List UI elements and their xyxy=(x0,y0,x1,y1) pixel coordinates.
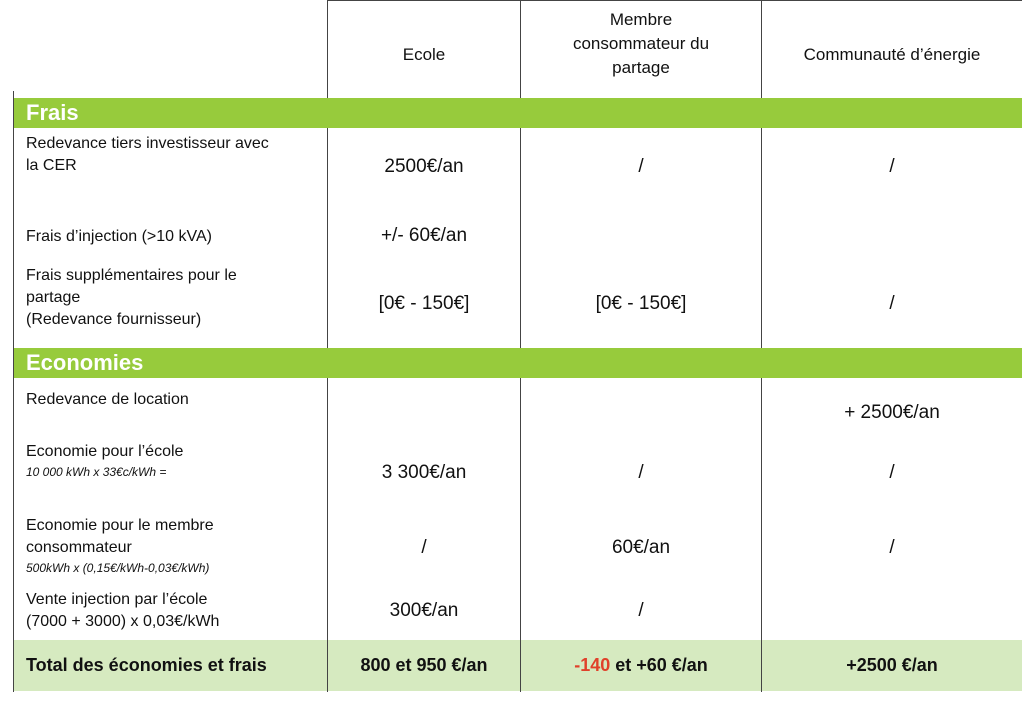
column-divider xyxy=(520,640,521,692)
cell-redevance-tiers-ecole: 2500€/an xyxy=(384,156,464,177)
row-label-frais-injection: Frais d’injection (>10 kVA) xyxy=(26,228,212,245)
row-label-economie-membre xyxy=(26,515,214,577)
total-membre-negative: -140 xyxy=(574,655,611,675)
section-title-economies: Economies xyxy=(26,350,144,375)
cell-vente-injection-ecole: 300€/an xyxy=(389,600,459,621)
row-label-redevance-location: Redevance de location xyxy=(26,391,189,408)
cell-redevance-tiers-communaute: / xyxy=(889,156,895,177)
total-membre-rest: et +60 €/an xyxy=(610,655,708,675)
cell-economie-ecole-communaute: / xyxy=(889,462,895,483)
cell-frais-injection-ecole: +/- 60€/an xyxy=(380,225,468,246)
table-top-border xyxy=(327,0,1022,1)
section-band-economies xyxy=(14,348,1022,378)
row-label-vente-injection xyxy=(26,589,219,633)
total-communaute: +2500 €/an xyxy=(846,655,938,675)
cell-frais-partage-communaute: / xyxy=(889,293,895,314)
formula-note: 500kWh x (0,15€/kWh-0,03€/kWh) xyxy=(26,561,210,575)
row-label-frais-partage xyxy=(26,265,237,331)
column-divider xyxy=(327,640,328,692)
section-title-frais: Frais xyxy=(26,100,79,125)
cell-vente-injection-membre: / xyxy=(638,600,644,621)
label-line: Frais supplémentaires pour le xyxy=(26,267,237,284)
label-line: la CER xyxy=(26,157,77,174)
cell-redevance-tiers-membre: / xyxy=(638,156,644,177)
cell-economie-ecole-ecole: 3 300€/an xyxy=(381,462,467,483)
label-line: Vente injection par l’école xyxy=(26,591,208,608)
cell-frais-partage-ecole: [0€ - 150€] xyxy=(378,293,470,314)
column-header-membre xyxy=(521,8,761,80)
header-line: consommateur du xyxy=(572,34,710,53)
header-line: Membre xyxy=(609,10,673,29)
row-label-redevance-tiers xyxy=(26,133,269,177)
total-membre xyxy=(521,640,761,691)
table-left-border xyxy=(13,91,14,692)
label-line: (7000 + 3000) x 0,03€/kWh xyxy=(26,613,220,630)
cell-redevance-location-communaute: + 2500€/an xyxy=(844,402,940,423)
cell-economie-membre-ecole: / xyxy=(421,537,427,558)
column-header-ecole: Ecole xyxy=(402,45,446,64)
column-divider xyxy=(761,640,762,692)
label-line: Economie pour l’école xyxy=(26,443,184,460)
table-left-border xyxy=(13,640,14,692)
cell-economie-membre-membre: 60€/an xyxy=(611,537,671,558)
row-label-economie-ecole xyxy=(26,441,183,481)
cell-economie-ecole-membre: / xyxy=(638,462,644,483)
column-header-communaute: Communauté d’énergie xyxy=(803,45,981,64)
cell-economie-membre-communaute: / xyxy=(889,537,895,558)
formula-note: 10 000 kWh x 33€c/kWh = xyxy=(26,465,167,479)
total-label: Total des économies et frais xyxy=(26,655,267,675)
total-ecole: 800 et 950 €/an xyxy=(360,655,488,675)
label-line: Economie pour le membre xyxy=(26,517,214,534)
label-line: (Redevance fournisseur) xyxy=(26,311,202,328)
header-line: partage xyxy=(612,58,670,77)
label-line: consommateur xyxy=(26,539,132,556)
label-line: Redevance tiers investisseur avec xyxy=(26,135,269,152)
section-band-frais xyxy=(14,98,1022,128)
cell-frais-partage-membre: [0€ - 150€] xyxy=(595,293,687,314)
label-line: partage xyxy=(26,289,81,306)
